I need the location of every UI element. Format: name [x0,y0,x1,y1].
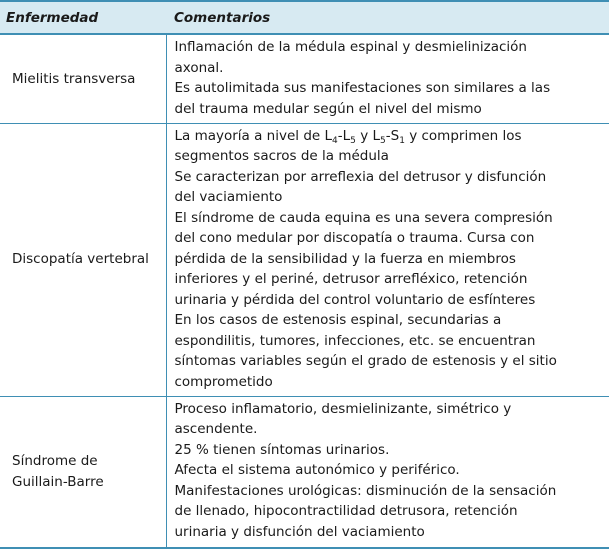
comment-line: de llenado, hipocontractilidad detrusora, retención [174,503,518,519]
disease-name: Mielitis transversa [0,34,166,123]
levels-sub: 1 [399,135,405,146]
table-row [0,123,609,396]
comment-line: urinaria y disfunción del vaciamiento [174,523,425,540]
levels-sub: 5 [350,135,356,146]
comment-line: axonal. [174,59,224,76]
levels-suffix: y comprimen los [404,127,522,144]
comment-line: espondilitis, tumores, infecciones, etc. se encuentran [174,332,536,349]
comment-line: del vaciamiento [174,189,283,205]
disease-name [0,396,166,548]
disease-comments [166,123,609,396]
disease-name: Discopatía vertebral [0,123,166,396]
comment-line: del cono medular por discopatía o trauma. Cursa con [174,230,535,246]
levels-sub: 4 [332,135,338,146]
comment-line: Es autolimitada sus manifestaciones son similares a las [174,80,551,96]
table-header-row [0,1,609,34]
disease-comments [166,34,609,123]
comment-line: pérdida de la sensibilidad y la fuerza en miembros [174,250,516,267]
comment-line: En los casos de estenosis espinal, secundarias a [174,312,502,328]
comment-line: Inflamación de la médula espinal y desmielinización [174,39,527,55]
disease-name-line: Síndrome de [12,453,98,470]
comment-line: El síndrome de cauda equina es una severa compresión [174,209,553,226]
header-comments: Comentarios [174,9,271,26]
disease-comments [166,396,609,548]
table-row [0,396,609,548]
comment-line: urinaria y pérdida del control voluntario de esfínteres [174,291,536,308]
comment-line: segmentos sacros de la médula [174,148,389,164]
comment-line: 25 % tienen síntomas urinarios. [174,441,390,458]
comment-line: síntomas variables según el grado de estenosis y el sitio [174,353,557,369]
levels-text: y L [355,127,380,144]
disease-name-line: Guillain-Barre [12,473,104,490]
levels-sub: 5 [380,135,386,146]
levels-text: -S [385,127,400,144]
comment-line: inferiores y el periné, detrusor arrefléxico, retención [174,271,528,287]
comment-line: ascendente. [174,421,258,437]
header-disease: Enfermedad [6,9,99,26]
comment-line: del trauma medular según el nivel del mismo [174,100,482,117]
comment-line: comprometido [174,373,273,390]
levels-prefix: La mayoría a nivel de L [174,127,333,144]
levels-text: -L [337,127,351,144]
comment-line: Afecta el sistema autonómico y periférico. [174,462,460,478]
comment-line: Manifestaciones urológicas: disminución de la sensación [174,482,557,499]
comment-line: Se caracterizan por arreflexia del detrusor y disfunción [174,168,547,185]
table-row [0,34,609,123]
comment-line-levels [175,126,602,147]
comment-line: Proceso inflamatorio, desmielinizante, simétrico y [174,400,512,417]
